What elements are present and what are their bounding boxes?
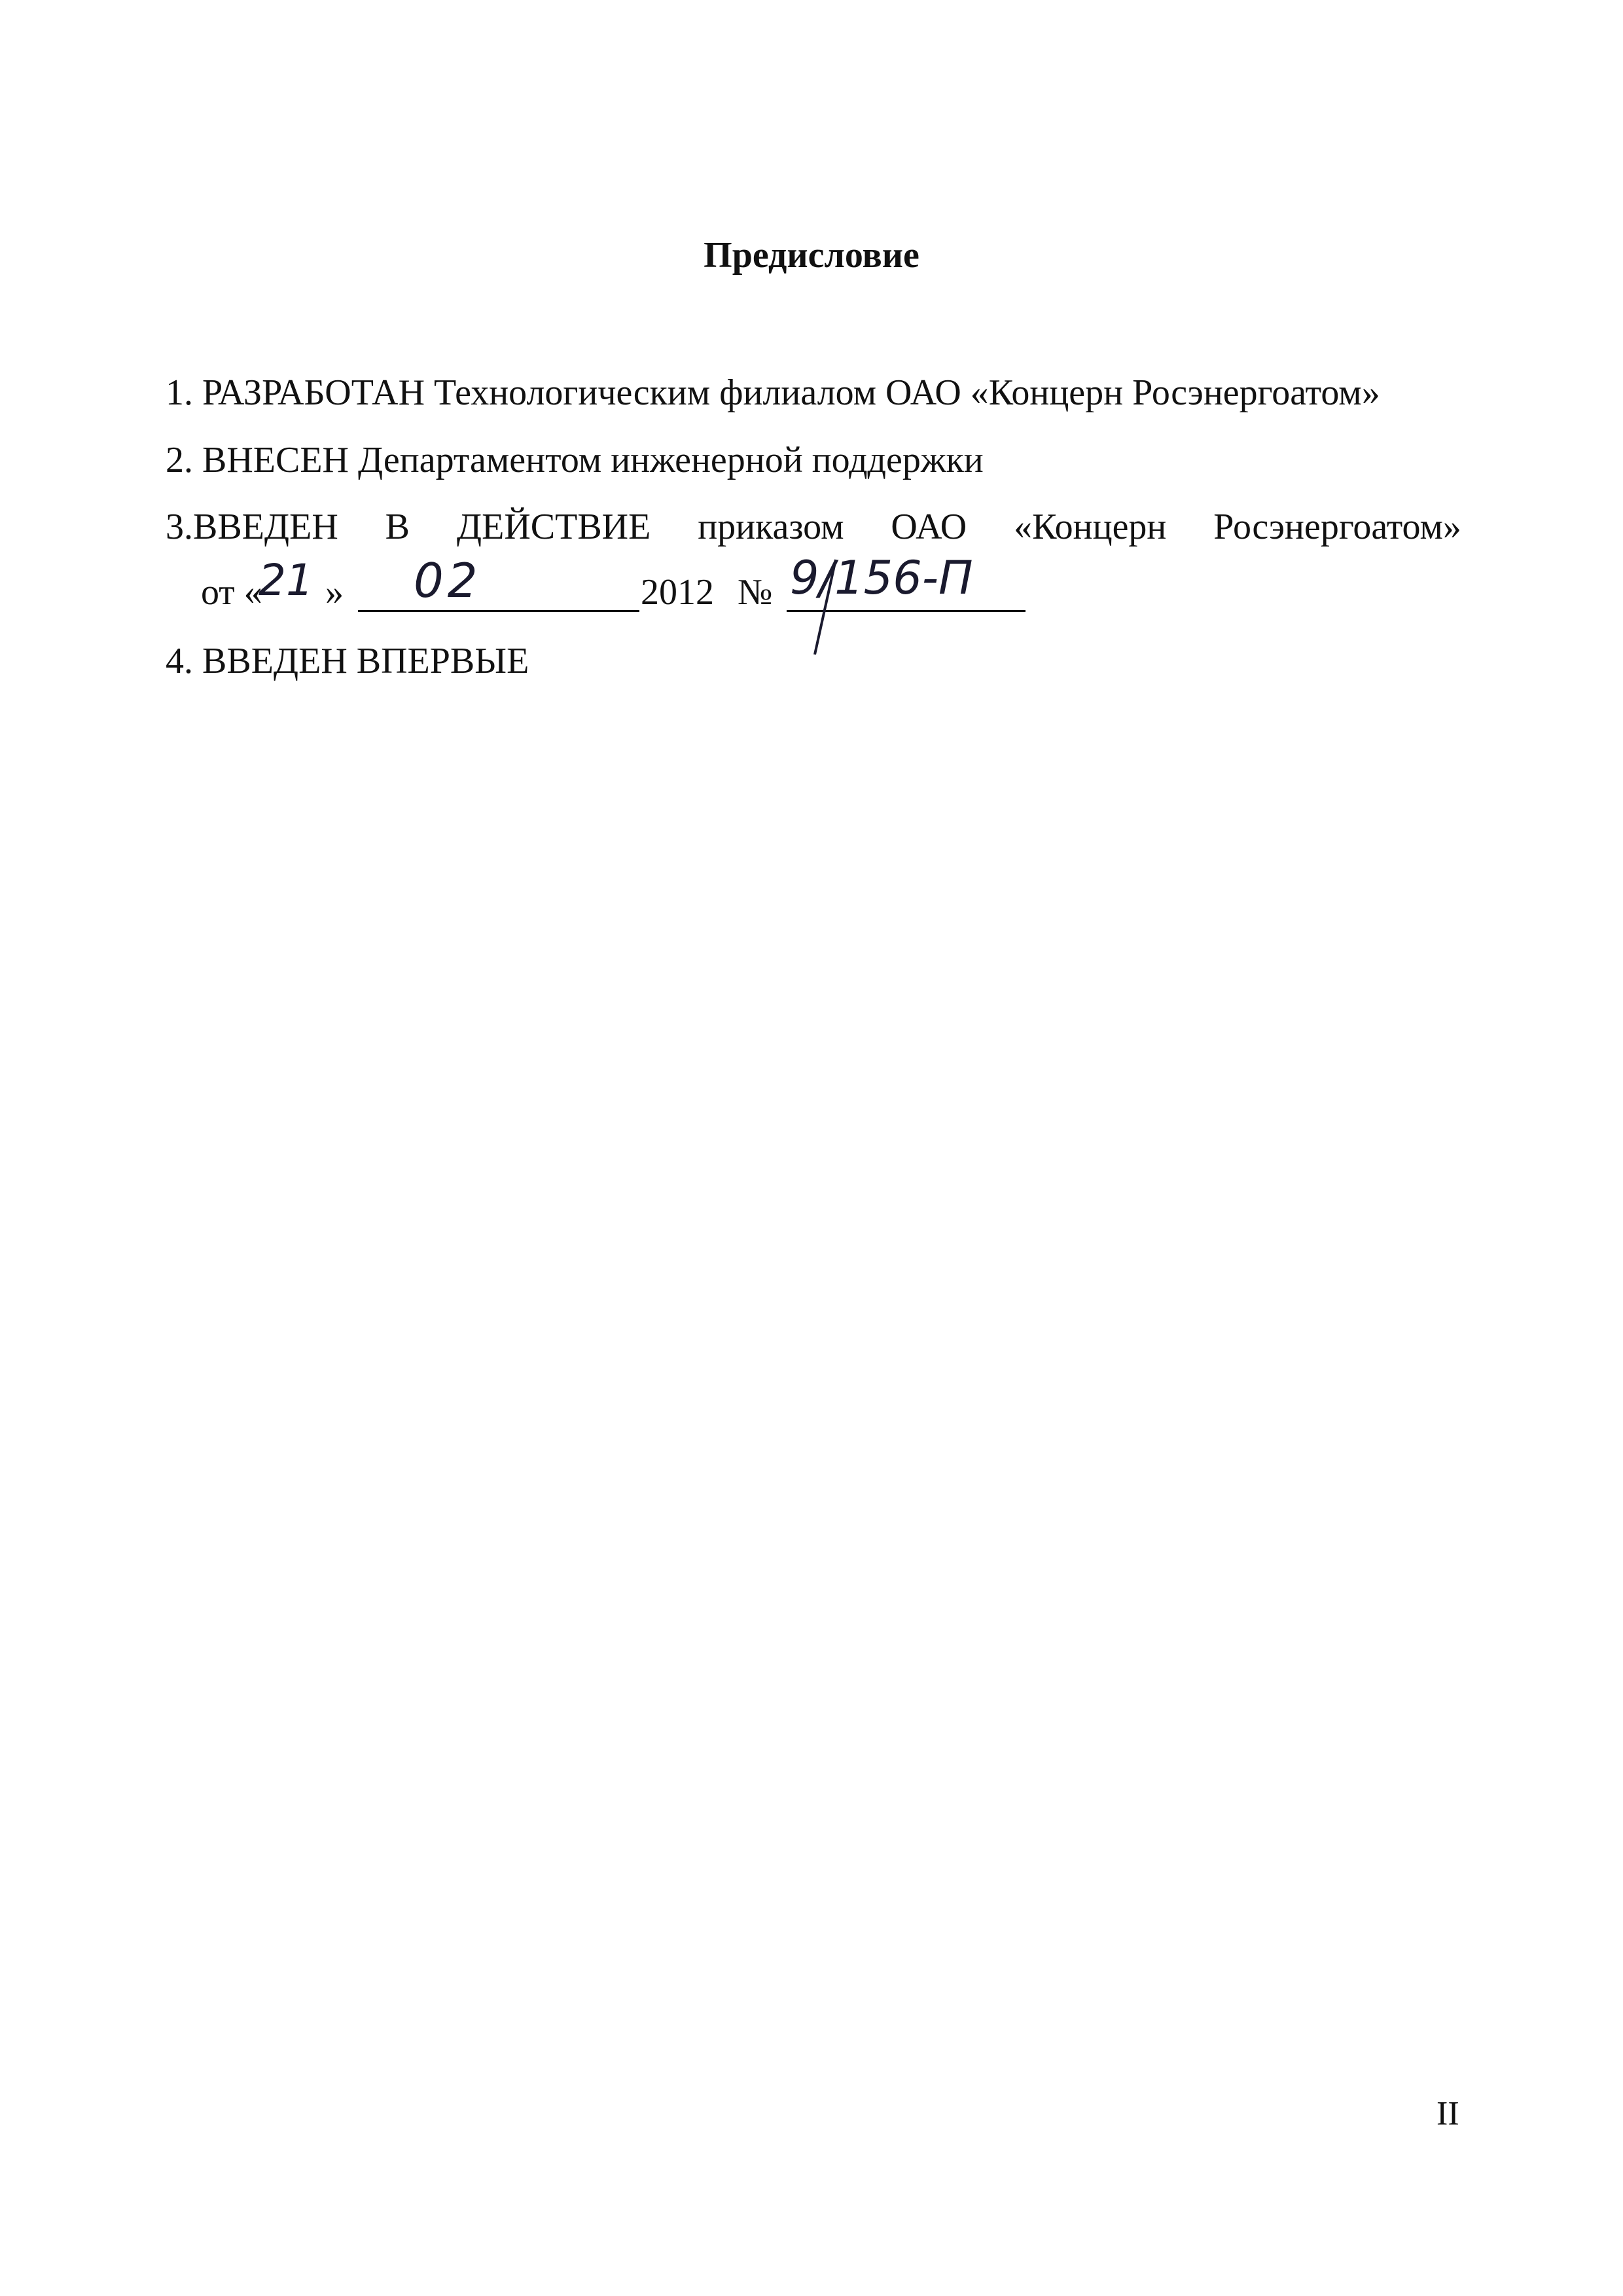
item-word: В xyxy=(385,507,410,547)
list-item xyxy=(166,638,529,684)
item-text: РАЗРАБОТАН Технологическим филиалом ОАО «Концерн Росэнергоатом» xyxy=(202,372,1380,413)
date-year: 2012 xyxy=(641,572,714,613)
month-blank-line xyxy=(358,610,639,612)
item-text: ВНЕСЕН Департаментом инженерной поддержки xyxy=(202,440,984,480)
item-word: ОАО xyxy=(891,507,967,547)
date-close-quote: » xyxy=(325,572,344,613)
handwritten-month: 02 xyxy=(414,553,482,608)
handwritten-order-number: 9/156-П xyxy=(790,551,973,605)
list-item xyxy=(166,504,1461,550)
list-item xyxy=(166,370,1380,416)
item-number: 4. xyxy=(166,641,202,681)
page-title: Предисловие xyxy=(704,235,919,276)
item-number: 2. xyxy=(166,440,202,480)
item-word: 3.ВВЕДЕН xyxy=(166,507,338,547)
pen-stroke-icon xyxy=(810,556,849,661)
date-prefix: от « xyxy=(201,572,262,613)
handwritten-day: 21 xyxy=(259,555,313,605)
item-text: ВВЕДЕН ВПЕРВЫЕ xyxy=(202,641,529,681)
item-number: 1. xyxy=(166,372,202,413)
item-word: Росэнергоатом» xyxy=(1213,507,1461,547)
item-word: ДЕЙСТВИЕ xyxy=(456,507,651,547)
order-date-line xyxy=(201,551,1052,635)
item-word: «Концерн xyxy=(1014,507,1167,547)
item-word: приказом xyxy=(698,507,844,547)
list-item xyxy=(166,437,984,483)
number-sign: № xyxy=(738,572,773,613)
page-number: II xyxy=(1436,2095,1459,2132)
